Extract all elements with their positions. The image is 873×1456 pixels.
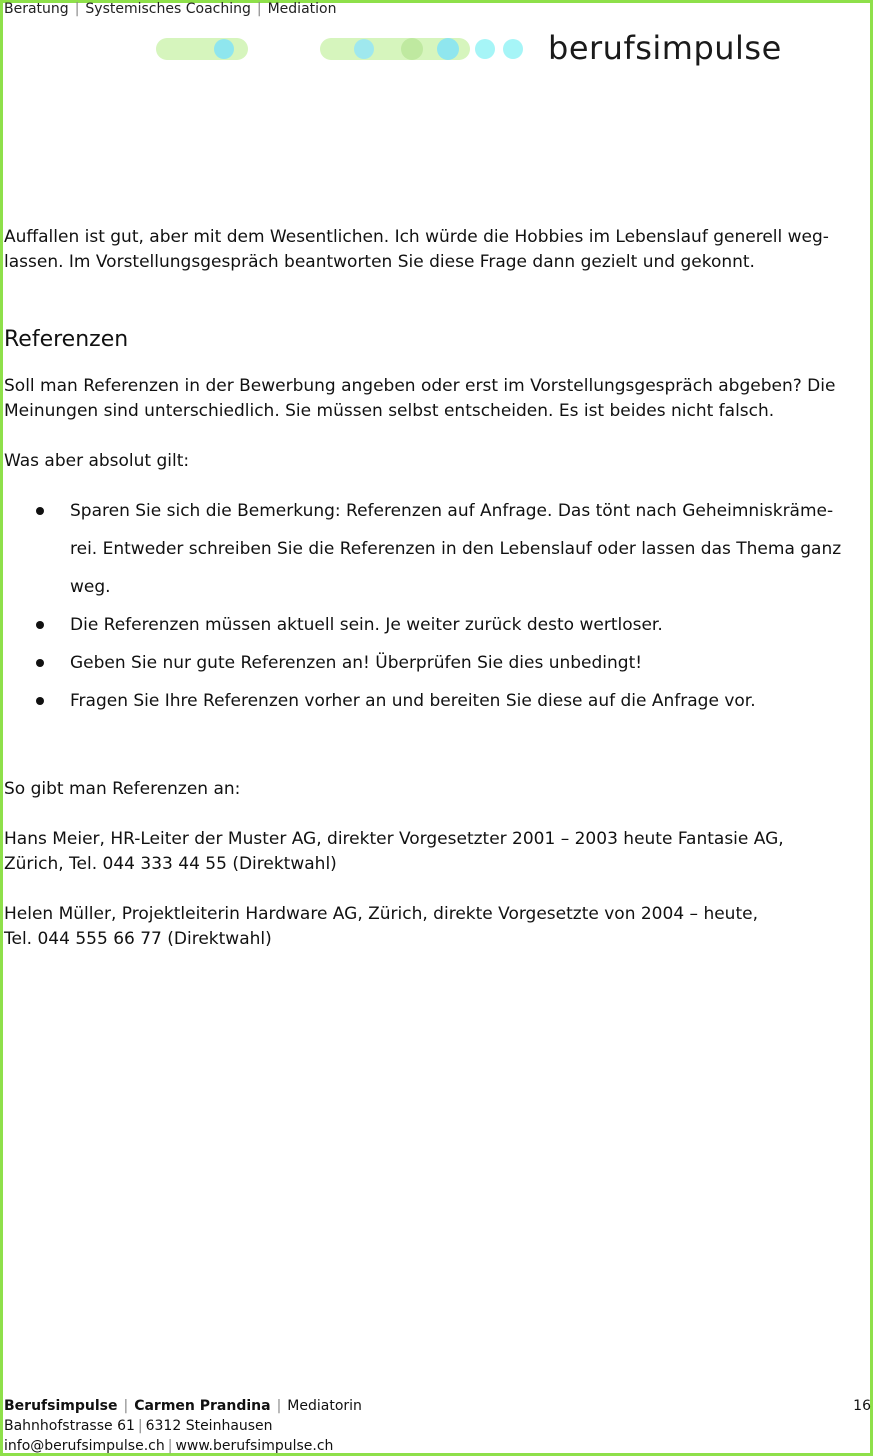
- footer-web-link[interactable]: www.berufsimpulse.ch: [175, 1438, 334, 1454]
- page-number: 16: [853, 1398, 871, 1414]
- footer-separator: |: [137, 1418, 143, 1434]
- logo-dot: [437, 38, 459, 60]
- nav-separator: |: [74, 1, 80, 17]
- para3: So gibt man Referenzen an:: [4, 779, 241, 799]
- logo-dot: [401, 38, 423, 60]
- footer-line-1: [4, 1396, 362, 1416]
- reference-2-line-1: Helen Müller, Projektleiterin Hardware AG, Zürich, direkte Vorgesetzte von 2004 – heute,: [4, 904, 758, 924]
- logo-dot: [214, 39, 234, 59]
- reference-1-line-1: Hans Meier, HR-Leiter der Muster AG, direkter Vorgesetzter 2001 – 2003 heute Fantasie AG,: [4, 829, 784, 849]
- footer-street: Bahnhofstrasse 61: [4, 1418, 135, 1434]
- footer-city: 6312 Steinhausen: [145, 1418, 273, 1434]
- logo-dot: [475, 39, 495, 59]
- reference-2-line-2: Tel. 044 555 66 77 (Direktwahl): [4, 929, 272, 949]
- nav-item-coaching[interactable]: Systemisches Coaching: [85, 1, 251, 17]
- logo-pill: [156, 38, 248, 60]
- footer-email-link[interactable]: info@berufsimpulse.ch: [4, 1438, 165, 1454]
- bullet-text: Fragen Sie Ihre Referenzen vorher an und bereiten Sie diese auf die Anfrage vor.: [70, 691, 756, 711]
- intro-line-2: lassen. Im Vorstellungsgespräch beantworten Sie diese Frage dann gezielt und gekonnt.: [4, 252, 755, 272]
- bullet-text: Geben Sie nur gute Referenzen an! Überprüfen Sie dies unbedingt!: [70, 653, 643, 673]
- nav-item-mediation[interactable]: Mediation: [267, 1, 337, 17]
- header-nav: [4, 0, 336, 18]
- footer-person: Carmen Prandina: [134, 1398, 271, 1414]
- bullet-text: rei. Entweder schreiben Sie die Referenzen in den Lebenslauf oder lassen das Thema ganz: [70, 539, 842, 559]
- para1-line-2: Meinungen sind unterschiedlich. Sie müssen selbst entscheiden. Es ist beides nicht falsch.: [4, 401, 775, 421]
- bullet-text: Sparen Sie sich die Bemerkung: Referenzen auf Anfrage. Das tönt nach Geheimniskräme-: [70, 501, 834, 521]
- footer-separator: |: [276, 1398, 282, 1414]
- nav-item-beratung[interactable]: Beratung: [4, 1, 69, 17]
- footer-line-2: [4, 1416, 273, 1436]
- logo-dot: [503, 39, 523, 59]
- footer-line-3: [4, 1436, 333, 1456]
- bullet-icon: [36, 659, 44, 667]
- section-heading: Referenzen: [4, 327, 129, 352]
- logo-dots-graphic: [150, 34, 540, 64]
- bullet-icon: [36, 507, 44, 515]
- footer-separator: |: [123, 1398, 129, 1414]
- para2: Was aber absolut gilt:: [4, 451, 190, 471]
- bullet-text: Die Referenzen müssen aktuell sein. Je weiter zurück desto wertloser.: [70, 615, 663, 635]
- footer-separator: |: [167, 1438, 173, 1454]
- logo-dot: [354, 39, 374, 59]
- bullet-icon: [36, 697, 44, 705]
- bullet-icon: [36, 621, 44, 629]
- para1-line-1: Soll man Referenzen in der Bewerbung angeben oder erst im Vorstellungsgespräch abgeben? Die: [4, 376, 836, 396]
- reference-1-line-2: Zürich, Tel. 044 333 44 55 (Direktwahl): [4, 854, 337, 874]
- footer-role: Mediatorin: [287, 1398, 362, 1414]
- nav-separator: |: [256, 1, 262, 17]
- brand-logo-text[interactable]: berufsimpulse: [548, 29, 782, 67]
- footer-company: Berufsimpulse: [4, 1398, 118, 1414]
- intro-line-1: Auffallen ist gut, aber mit dem Wesentlichen. Ich würde die Hobbies im Lebenslauf generell weg-: [4, 227, 829, 247]
- bullet-text: weg.: [70, 577, 111, 597]
